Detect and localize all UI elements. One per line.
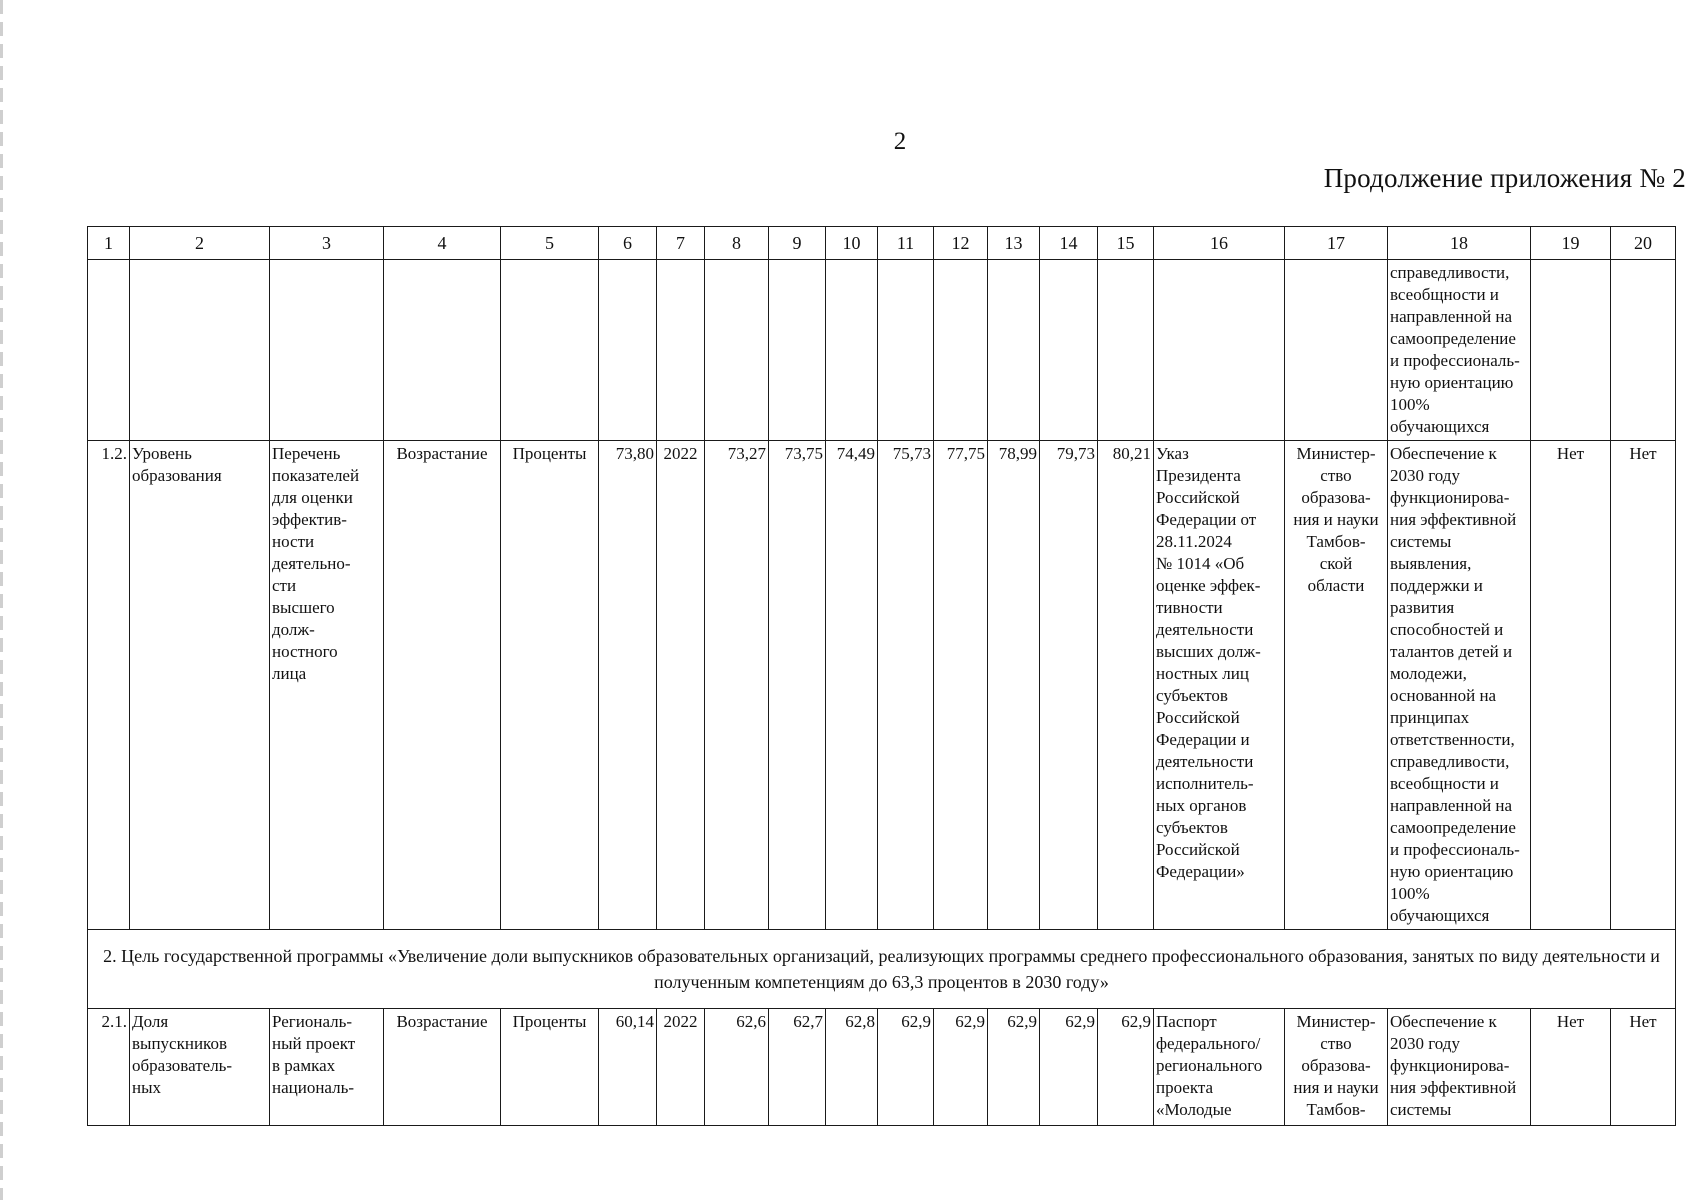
goal-row <box>88 930 1676 1009</box>
table-cell <box>1040 260 1098 441</box>
table-cell <box>1098 260 1154 441</box>
table-cell <box>384 260 501 441</box>
value-cell: 74,49 <box>826 441 878 930</box>
header-cell: 14 <box>1040 227 1098 260</box>
trend-cell: Возрастание <box>384 1009 501 1126</box>
value-cell: 73,27 <box>705 441 769 930</box>
header-cell: 9 <box>769 227 826 260</box>
trend-cell: Возрастание <box>384 441 501 930</box>
header-cell: 1 <box>88 227 130 260</box>
row-number-cell: 1.2. <box>88 441 130 930</box>
table-cell <box>1611 260 1676 441</box>
table-cell <box>934 260 988 441</box>
table-cell <box>769 260 826 441</box>
table-row-continuation <box>88 260 1676 441</box>
indicator-name-cell: Доля выпускников образователь- ных <box>130 1009 270 1126</box>
table-cell <box>826 260 878 441</box>
header-cell: 16 <box>1154 227 1285 260</box>
header-cell: 10 <box>826 227 878 260</box>
base-year-cell: 2022 <box>657 441 705 930</box>
value-cell: 79,73 <box>1040 441 1098 930</box>
table-cell <box>130 260 270 441</box>
page-number: 2 <box>893 128 907 155</box>
table-cell <box>599 260 657 441</box>
base-value-cell: 60,14 <box>599 1009 657 1126</box>
value-cell: 62,9 <box>1040 1009 1098 1126</box>
document-cell: Паспорт федерального/ регионального проекта «Молодые <box>1154 1009 1285 1126</box>
value-cell: 62,9 <box>934 1009 988 1126</box>
header-cell: 11 <box>878 227 934 260</box>
responsible-cell: Министер- ство образова- ния и науки Тамбов- ской области <box>1285 441 1388 930</box>
header-cell: 4 <box>384 227 501 260</box>
header-cell: 2 <box>130 227 270 260</box>
value-cell: 62,7 <box>769 1009 826 1126</box>
header-cell: 18 <box>1388 227 1531 260</box>
header-cell: 8 <box>705 227 769 260</box>
value-cell: 77,75 <box>934 441 988 930</box>
table-cell <box>657 260 705 441</box>
value-cell: 62,9 <box>878 1009 934 1126</box>
result-text-cell: Обеспечение к 2030 году функционирова- ния эффективной системы выявления, поддержки и развития способностей и талантов детей и молодежи, основанной на принципах ответственности, справедливости, всеобщности и направленной на самоопределение и профессиональ- ную ориентацию 100% обучающихся <box>1388 441 1531 930</box>
header-cell: 19 <box>1531 227 1611 260</box>
indicator-name-cell: Уровень образования <box>130 441 270 930</box>
header-cell: 6 <box>599 227 657 260</box>
indicator-source-cell: Перечень показателей для оценки эффектив- ности деятельно- сти высшего долж- ностного лица <box>270 441 384 930</box>
result-text-cell: Обеспечение к 2030 году функционирова- ния эффективной системы <box>1388 1009 1531 1126</box>
value-cell: 78,99 <box>988 441 1040 930</box>
indicators-table <box>87 226 1676 1126</box>
table-row-2-1 <box>88 1009 1676 1126</box>
header-cell: 7 <box>657 227 705 260</box>
value-cell: 62,9 <box>988 1009 1040 1126</box>
value-cell: 75,73 <box>878 441 934 930</box>
unit-cell: Проценты <box>501 441 599 930</box>
table-cell <box>878 260 934 441</box>
value-cell: 73,75 <box>769 441 826 930</box>
value-cell: 62,8 <box>826 1009 878 1126</box>
goal-cell: 2. Цель государственной программы «Увеличение доли выпускников образовательных организаций, реализующих программы среднего профессионального образования, занятых по виду деятельности и полученным компетенциям до 63,3 процентов в 2030 году» <box>88 930 1676 1009</box>
table-cell <box>1285 260 1388 441</box>
header-cell: 5 <box>501 227 599 260</box>
result-text-cell: справедливости, всеобщности и направленной на самоопределение и профессиональ- ную ориентацию 100% обучающихся <box>1388 260 1531 441</box>
table-row-1-2 <box>88 441 1676 930</box>
header-row <box>88 227 1676 260</box>
document-cell: Указ Президента Российской Федерации от 28.11.2024 № 1014 «Об оценке эффек- тивности деятельности высших долж- ностных лиц субъектов Российской Федерации и деятельности исполнитель- ных органов субъектов Российской Федерации» <box>1154 441 1285 930</box>
flag-cell: Нет <box>1531 441 1611 930</box>
header-cell: 13 <box>988 227 1040 260</box>
header-cell: 17 <box>1285 227 1388 260</box>
value-cell: 80,21 <box>1098 441 1154 930</box>
base-value-cell: 73,80 <box>599 441 657 930</box>
scan-edge <box>0 0 3 1200</box>
appendix-title: Продолжение приложения № 2 <box>1323 163 1686 193</box>
flag-cell: Нет <box>1611 441 1676 930</box>
indicator-source-cell: Региональ- ный проект в рамках националь- <box>270 1009 384 1126</box>
table-cell <box>88 260 130 441</box>
flag-cell: Нет <box>1611 1009 1676 1126</box>
base-year-cell: 2022 <box>657 1009 705 1126</box>
value-cell: 62,6 <box>705 1009 769 1126</box>
header-cell: 20 <box>1611 227 1676 260</box>
table-cell <box>270 260 384 441</box>
header-cell: 3 <box>270 227 384 260</box>
table-cell <box>1531 260 1611 441</box>
table-cell <box>705 260 769 441</box>
row-number-cell: 2.1. <box>88 1009 130 1126</box>
table-cell <box>1154 260 1285 441</box>
header-cell: 15 <box>1098 227 1154 260</box>
flag-cell: Нет <box>1531 1009 1611 1126</box>
responsible-cell: Министер- ство образова- ния и науки Тамбов- <box>1285 1009 1388 1126</box>
unit-cell: Проценты <box>501 1009 599 1126</box>
table-cell <box>501 260 599 441</box>
header-cell: 12 <box>934 227 988 260</box>
table-cell <box>988 260 1040 441</box>
value-cell: 62,9 <box>1098 1009 1154 1126</box>
